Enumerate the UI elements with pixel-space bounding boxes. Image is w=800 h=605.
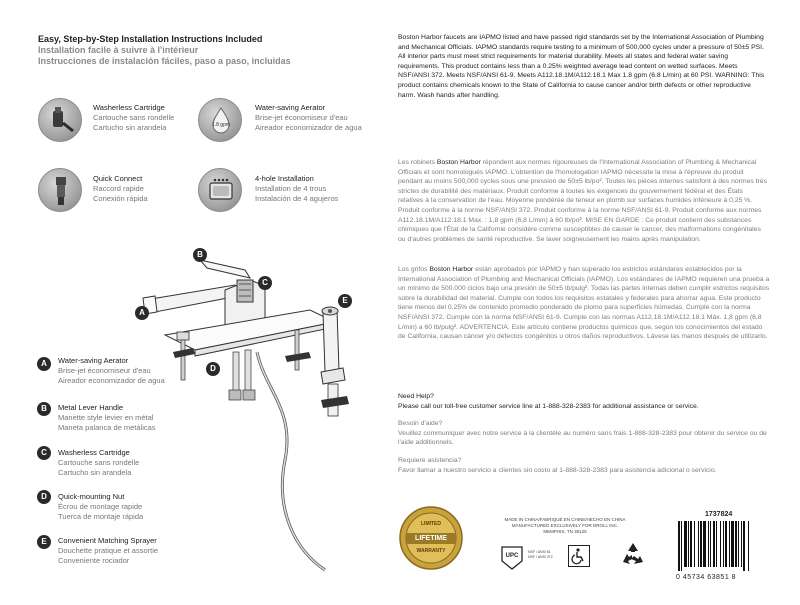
barcode-bar: [716, 521, 717, 567]
barcode-bar: [731, 521, 734, 567]
part-a-text: Water-saving Aerator Brise-jet économiseur d'eau Aireador economizador de agua: [58, 356, 165, 385]
water-drop-badge: 1.8 gpm: [211, 122, 231, 128]
barcode-bar: [748, 521, 749, 571]
nsf-text: NSF / ANSI 61 NSF / ANSI 372: [528, 550, 553, 559]
accessibility-icon: [568, 545, 590, 567]
compliance-text-en: Boston Harbor faucets are IAPMO listed and have passed rigid standards set by the International Association of Plumbing and Mechanical Officials. IAPMO standards require testing to a minimum of 500,000 cycles under a pressure of 50±5 PSI. All interior parts must meet strict requirements for material durability. Meets all states and federal water saving requirements. This product contains less than a 0.25% weighted average lead content on wetted surfaces. Meets NSF/ANSI 372. Meets NSF/ANSI 61-9. Meets A112.18.1M/A112.18.1 Max 1.8 gpm (6.8 L/min) at 60 PSI. WARNING: This product contains chemicals known to the State of California to cause cancer and/or birth defects or other reproductive harm. Wash hands after handling.: [398, 34, 765, 99]
brand-name: Boston Harbor: [429, 266, 474, 273]
help-body-en: Please call our toll-free customer service line at 1-888-328-2383 for additional assistance or service.: [398, 402, 699, 410]
barcode-bar: [725, 521, 727, 567]
barcode: [676, 521, 771, 573]
parts-badge-c: C: [37, 446, 51, 460]
header-title-es: Instrucciones de instalación fáciles, paso a paso, incluidas: [38, 56, 291, 66]
brand-name: Boston Harbor: [436, 159, 481, 166]
water-drop-icon: [198, 98, 242, 142]
help-title-en: Need Help?: [398, 393, 434, 400]
callout-d: D: [206, 362, 220, 376]
barcode-bar: [743, 521, 745, 571]
help-title-es: Requiere asistencia?: [398, 456, 462, 464]
barcode-bar: [723, 521, 724, 567]
quick-connect-icon: [38, 168, 82, 212]
parts-badge-b: B: [37, 402, 51, 416]
help-body-es: Favor llamar a nuestro servicio a clientes sin costo al 1-888-328-2383 para asistencia adicional o servicio.: [398, 466, 717, 474]
sink-icon: [198, 168, 242, 212]
barcode-bar: [710, 521, 711, 567]
barcode-bar: [694, 521, 695, 567]
barcode-bar: [690, 521, 692, 567]
parts-badge-e: E: [37, 535, 51, 549]
callout-b: B: [193, 248, 207, 262]
barcode-bar: [741, 521, 742, 567]
compliance-text-es: Los grifos Boston Harbor están aprobados por IAPMO y han superado los estrictos estándares establecidos por la International Association of Plumbing and Mechanical Officials (IAPMO). Los estándares de IAPMO requieren una prueba a un mínimo de 500.000 ciclos bajo una presión de 50±5 lb/pulg². Todas las partes internas deben cumplir estrictos requisitos sobre la durabilidad del material. Cumple con todos los requisitos estatales y federales para ahorrar agua. Este producto tiene menos del 0.25% de contenido promedio ponderado de plomo para superficies húmedas. Cumple con la norma NSF/ANSI 372. Cumple con la norma NSF/ANSI 61-9. Cumple con las normas A112.18.1M/A112.18.1 Máx. 1,8 gpm (6,8 L/min) a 60 lb/pulg². ADVERTENCIA: Este artículo contiene productos químicos que, según los conocimientos del estado de California, causan cáncer y/o defectos congénitos u otros daños reproductivos. Lávese las manos después de utilizarlo.: [398, 266, 770, 341]
barcode-bar: [720, 521, 721, 567]
barcode-bar: [713, 521, 715, 567]
feature-water-saving-aerator: Water-saving Aerator Brise-jet économiseur d'eau Aireador economizador de agua: [255, 103, 362, 132]
callout-e: E: [338, 294, 352, 308]
seal-top-text: LIMITED: [421, 521, 441, 527]
parts-badge-a: A: [37, 357, 51, 371]
header-title-en: Easy, Step-by-Step Installation Instructions Included: [38, 34, 263, 44]
barcode-bar: [703, 521, 706, 567]
barcode-bar: [698, 521, 699, 567]
part-e-text: Convenient Matching Sprayer Douchette pratique et assortie Conveniente rociador: [58, 536, 159, 565]
part-d-text: Quick-mounting Nut Écrou de montage rapide Tuerca de montaje rápida: [58, 492, 144, 521]
barcode-bar: [729, 521, 730, 567]
cartridge-icon: [38, 98, 82, 142]
seal-bottom-text: WARRANTY: [416, 548, 446, 554]
brand-name: Boston Harbor: [398, 34, 442, 41]
part-b-text: Metal Lever Handle Manette style levier en métal Maneta palanca de metálicas: [58, 403, 156, 432]
svg-text:UPC: UPC: [505, 553, 519, 559]
callout-a: A: [135, 306, 149, 320]
cupc-certification-icon: [498, 543, 526, 571]
seal-mid-text: LIFETIME: [415, 535, 447, 542]
header-title-fr: Installation facile à suivre à l'intérieur: [38, 45, 199, 55]
feature-washerless-cartridge: Washerless Cartridge Cartouche sans rondelle Cartucho sin arandela: [93, 103, 175, 132]
help-title-fr: Besoin d'aide?: [398, 420, 443, 428]
recycle-icon: [618, 540, 648, 570]
manufacturer-info: MADE IN CHINA/FABRIQUÉ EN CHINE/HECHO EN CHINA MANUFACTURED EXCLUSIVELY FOR DROLL INC. MEMPHIS, TN 38125: [504, 517, 626, 534]
barcode-bar: [684, 521, 687, 567]
feature-4-hole-installation: 4-hole Installation Installation de 4 trous Instalación de 4 agujeros: [255, 174, 339, 203]
help-section: [398, 392, 770, 475]
feature-quick-connect: Quick Connect Raccord rapide Conexión rápida: [93, 174, 148, 203]
barcode-number: 0 45734 63851 8: [676, 574, 737, 581]
barcode-bar: [678, 521, 680, 571]
barcode-bar: [708, 521, 709, 567]
barcode-bar: [738, 521, 739, 567]
barcode-bar: [688, 521, 689, 567]
barcode-bar: [700, 521, 702, 567]
compliance-text-fr: Les robinets Boston Harbor répondent aux normes rigoureuses de l'International Association of Plumbing & Mechanical Officials et sont homologués IAPMO. L'obtention de l'homologation IAPMO nécessite la mise à l'épreuve du produit pendant au moins 500,000 cycles sous une pression de 50±5 lb/po². Toutes les pièces internes satisfont à des normes très strictes de durabilité des matériaux. Produit conforme à toutes les exigences du gouvernement fédéral et des États relatives à la conservation de l'eau. Moyenne pondérée de teneur en plomb sur surfaces humides inférieure à 0,25 %. Produit conforme à la norme NSF/ANSI 372. Produit conforme à la norme NSF/ANSI 61-9. Produit conforme aux normes A112.18.1M/A112.18.1 Max. : 1,8 gpm (6,8 L/min) à 60 lb/po². MISE EN GARDE : Ce produit contient des substances chimiques que l'État de la Californie considère comme susceptibles de causer le cancer, des malformations congénitales ou d'autres problèmes de santé reproductive. Se laver soigneusement les mains après manipulation.: [398, 159, 767, 243]
part-c-text: Washerless Cartridge Cartouche sans rondelle Cartucho sin arandela: [58, 448, 140, 477]
barcode-bar: [681, 521, 682, 571]
warranty-seal: [398, 505, 464, 571]
help-body-fr: Veuillez communiquer avec notre service à la clientèle au numéro sans frais 1-888-328-2383 pour obtenir du service ou de l'aide additionnels.: [398, 429, 767, 447]
sku-number: 1737824: [705, 511, 733, 518]
parts-badge-d: D: [37, 490, 51, 504]
faucet-diagram: [125, 240, 385, 580]
barcode-bar: [735, 521, 737, 567]
callout-c: C: [258, 276, 272, 290]
